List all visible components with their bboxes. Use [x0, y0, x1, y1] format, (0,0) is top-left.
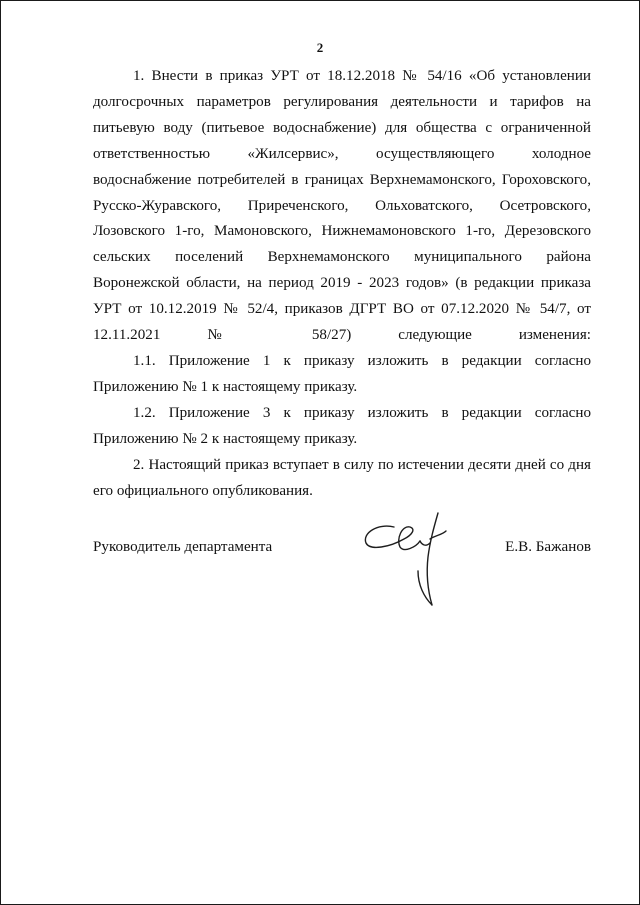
paragraph-1-1: 1.1. Приложение 1 к приказу изложить в редакции согласно Приложению № 1 к настоящему приказу. — [93, 352, 591, 395]
signature-block — [93, 535, 591, 559]
paragraph-1: 1. Внести в приказ УРТ от 18.12.2018 № 54/16 «Об установлении долгосрочных параметров регулирования деятельности и тарифов на питьевую воду (питьевое водоснабжение) для общества с ограниченной ответственностью «Жилсервис», осуществляющего холодное водоснабжение потребителей в границах Верхнемамонского, Гороховского, Русско-Журавского, Приреченского, Ольховатского, Осетровского, Лозовского 1-го, Мамоновского, Нижнемамоновского 1-го, Дерезовского сельских поселений Верхнемамонского муниципального района Воронежской области, на период 2019 - 2023 годов» (в редакции приказа УРТ от 10.12.2019 № 52/4, приказов ДГРТ ВО от 07.12.2020 № 54/7, от 12.11.2021 № 58/27) следующие изменения: — [93, 68, 591, 344]
handwritten-signature — [360, 505, 470, 615]
signatory-name: Е.В. Бажанов — [505, 539, 591, 555]
paragraph-1-2: 1.2. Приложение 3 к приказу изложить в редакции согласно Приложению № 2 к настоящему приказу. — [93, 404, 591, 447]
page-number: 2 — [316, 40, 324, 55]
paragraph-2: 2. Настоящий приказ вступает в силу по истечении десяти дней со дня его официального опубликования. — [93, 456, 591, 499]
document-body — [93, 64, 591, 504]
signatory-position: Руководитель департамента — [93, 539, 273, 555]
